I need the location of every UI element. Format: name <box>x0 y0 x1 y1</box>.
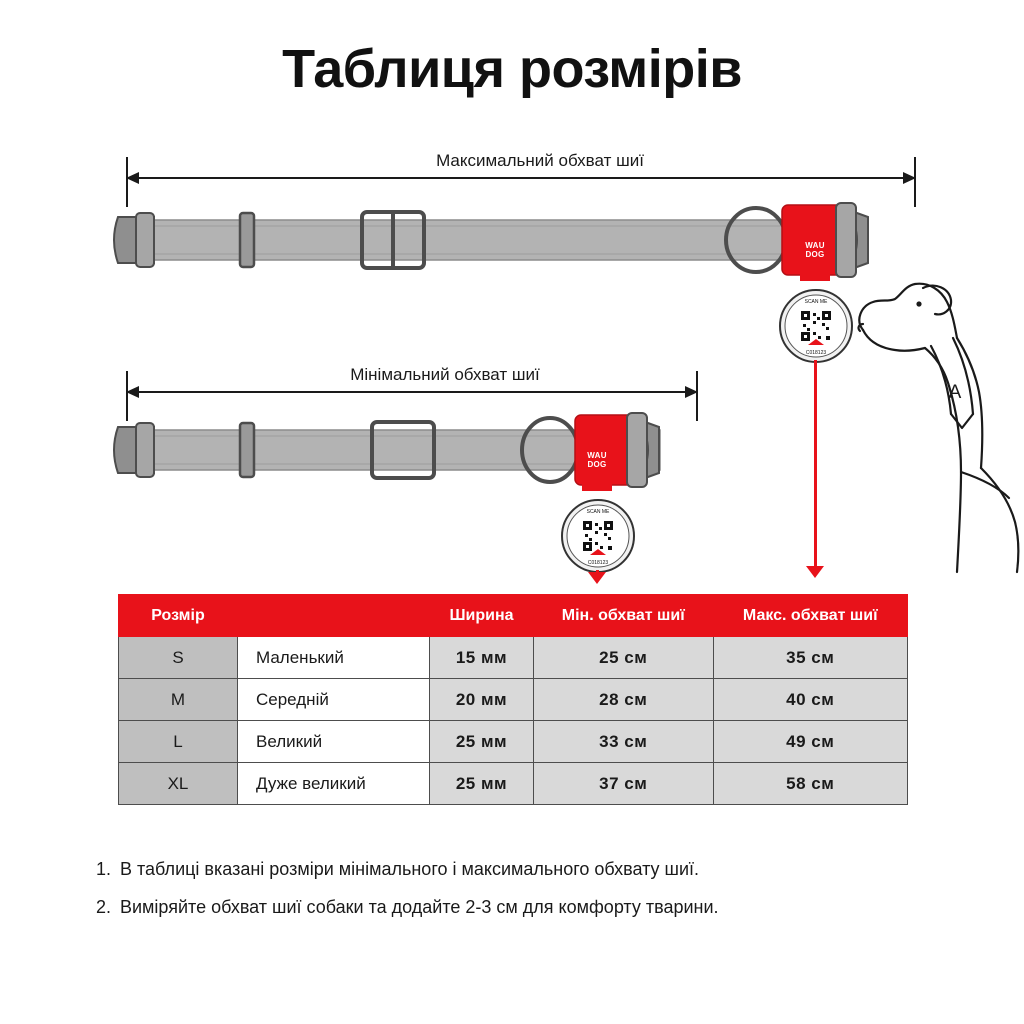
note-item <box>96 850 956 888</box>
pointer-line-max <box>814 360 817 568</box>
note-text: Виміряйте обхват шиї собаки та додайте 2-3 см для комфорту тварини. <box>120 897 719 917</box>
notes-list <box>96 850 956 926</box>
table-row <box>119 637 908 679</box>
cell-size: XL <box>119 763 238 805</box>
table-row <box>119 763 908 805</box>
header-blank <box>238 595 430 637</box>
waudog-brand-label-min <box>582 429 612 491</box>
note-number: 1. <box>96 859 112 879</box>
header-max: Макс. обхват шиї <box>713 595 908 637</box>
cell-max: 49 см <box>713 721 908 763</box>
waudog-brand-label-max <box>800 219 830 281</box>
qr-tag-max <box>778 288 854 364</box>
cell-max: 58 см <box>713 763 908 805</box>
cell-name: Середній <box>238 679 430 721</box>
dog-illustration <box>845 272 1024 592</box>
note-number: 2. <box>96 897 112 917</box>
svg-text:C018123: C018123 <box>805 350 827 356</box>
cell-min: 25 см <box>534 637 714 679</box>
cell-max: 40 см <box>713 679 908 721</box>
table-row <box>119 721 908 763</box>
note-item <box>96 888 956 926</box>
header-width: Ширина <box>430 595 534 637</box>
qr-tag-min <box>560 498 636 574</box>
min-dimension-label: Мінімальний обхват шиї <box>350 365 540 384</box>
brand-line-2: DOG <box>587 460 607 469</box>
header-min: Мін. обхват шиї <box>534 595 714 637</box>
svg-text:C018123: C018123 <box>587 560 609 566</box>
svg-text:SCAN ME: SCAN ME <box>586 509 610 515</box>
dog-marker-label: A <box>948 382 962 403</box>
cell-width: 25 мм <box>430 763 534 805</box>
note-text: В таблиці вказані розміри мінімального і максимального обхвату шиї. <box>120 859 700 879</box>
header-size: Розмір <box>119 595 238 637</box>
max-dimension-label: Максимальний обхват шиї <box>436 151 644 170</box>
pointer-arrow-min <box>588 572 606 584</box>
cell-width: 20 мм <box>430 679 534 721</box>
cell-size: S <box>119 637 238 679</box>
cell-max: 35 см <box>713 637 908 679</box>
cell-min: 37 см <box>534 763 714 805</box>
brand-line-1: WAU <box>805 241 825 250</box>
svg-text:SCAN ME: SCAN ME <box>804 299 828 305</box>
table-row <box>119 679 908 721</box>
collar-min-graphic <box>110 405 730 515</box>
brand-line-2: DOG <box>805 250 825 259</box>
cell-min: 28 см <box>534 679 714 721</box>
cell-size: L <box>119 721 238 763</box>
cell-name: Маленький <box>238 637 430 679</box>
cell-min: 33 см <box>534 721 714 763</box>
cell-name: Дуже великий <box>238 763 430 805</box>
table-header-row <box>119 595 908 637</box>
cell-name: Великий <box>238 721 430 763</box>
cell-size: M <box>119 679 238 721</box>
page-title: Таблиця розмірів <box>282 39 742 99</box>
cell-width: 15 мм <box>430 637 534 679</box>
cell-width: 25 мм <box>430 721 534 763</box>
size-table <box>118 594 908 805</box>
brand-line-1: WAU <box>587 451 607 460</box>
pointer-arrow-max <box>806 566 824 578</box>
